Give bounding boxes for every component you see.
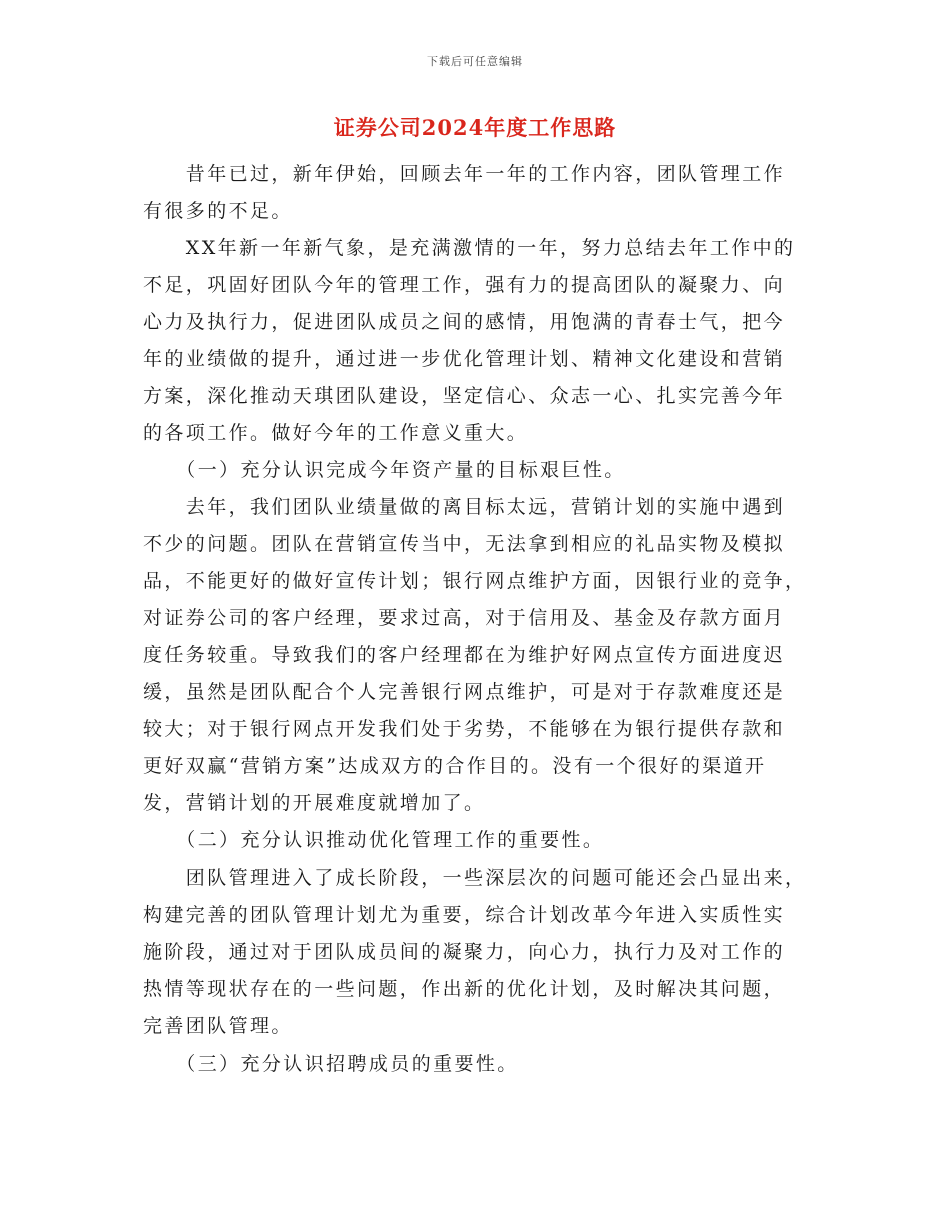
body-line: 品，不能更好的做好宣传计划；银行网点维护方面，因银行业的竞争，	[143, 570, 807, 592]
document-title: 证券公司2024年度工作思路	[333, 115, 617, 140]
section-heading: （一）充分认识完成今年资产量的目标艰巨性。	[143, 459, 626, 481]
body-line: 不少的问题。团队在营销宣传当中，无法拿到相应的礼品实物及模拟	[143, 533, 786, 555]
body-line: 热情等现状存在的一些问题，作出新的优化计划，及时解决其问题，	[143, 978, 786, 1000]
body-line: 对证券公司的客户经理，要求过高，对于信用及、基金及存款方面月	[143, 607, 786, 629]
header-note: 下载后可任意编辑	[427, 55, 523, 68]
body-line: 的各项工作。做好今年的工作意义重大。	[143, 422, 529, 444]
body-line: 年的业绩做的提升，通过进一步优化管理计划、精神文化建设和营销	[143, 348, 786, 370]
body-line: 昔年已过，新年伊始，回顾去年一年的工作内容，团队管理工作	[143, 163, 786, 185]
body-line: 方案，深化推动天琪团队建设，坚定信心、众志一心、扎实完善今年	[143, 385, 786, 407]
body-line: 施阶段，通过对于团队成员间的凝聚力，向心力，执行力及对工作的	[143, 941, 786, 963]
body-line: XX年新一年新气象，是充满激情的一年，努力总结去年工作中的	[143, 237, 796, 259]
body-line: 去年，我们团队业绩量做的离目标太远，营销计划的实施中遇到	[143, 496, 786, 518]
body-line: 更好双赢“营销方案”达成双方的合作目的。没有一个很好的渠道开	[143, 755, 767, 777]
body-line: 团队管理进入了成长阶段，一些深层次的问题可能还会凸显出来，	[143, 867, 807, 889]
body-line: 较大；对于银行网点开发我们处于劣势，不能够在为银行提供存款和	[143, 718, 786, 740]
body-line: 度任务较重。导致我们的客户经理都在为维护好网点宣传方面进度迟	[143, 644, 786, 666]
body-line: 心力及执行力，促进团队成员之间的感情，用饱满的青春士气，把今	[143, 311, 786, 333]
body-line: 构建完善的团队管理计划尤为重要，综合计划改革今年进入实质性实	[143, 904, 786, 926]
body-line: 有很多的不足。	[143, 200, 293, 222]
body-line: 完善团队管理。	[143, 1015, 293, 1037]
body-line: 不足，巩固好团队今年的管理工作，强有力的提高团队的凝聚力、向	[143, 274, 786, 296]
section-heading: （二）充分认识推动优化管理工作的重要性。	[143, 829, 605, 851]
section-heading: （三）充分认识招聘成员的重要性。	[143, 1053, 519, 1075]
body-line: 缓，虽然是团队配合个人完善银行网点维护，可是对于存款难度还是	[143, 681, 786, 703]
body-line: 发，营销计划的开展难度就增加了。	[143, 792, 486, 814]
